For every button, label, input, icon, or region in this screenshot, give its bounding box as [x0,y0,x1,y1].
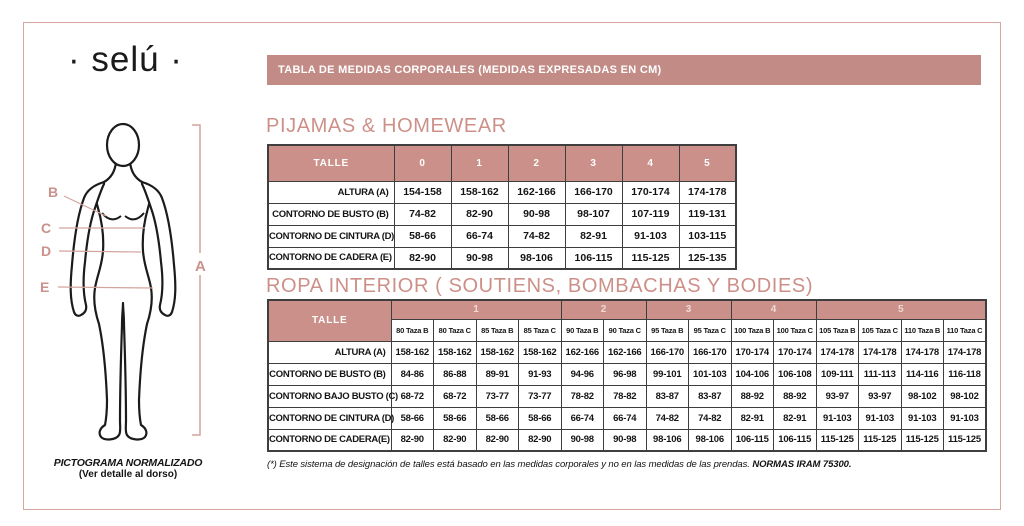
measurement-cell: 94-96 [561,363,604,385]
size-guide-banner: TABLA DE MEDIDAS CORPORALES (MEDIDAS EXPRESADAS EN CM) [267,55,981,85]
table-row [268,407,986,429]
subcolumn-header: 100 Taza C [774,319,817,341]
pijamas-section-title: PIJAMAS & HOMEWEAR [266,115,507,137]
measurement-cell: 119-131 [679,203,736,225]
measurement-cell: 170-174 [731,341,774,363]
size-group-header: 4 [731,300,816,319]
measurement-cell: 66-74 [451,225,508,247]
measurement-cell: 66-74 [561,407,604,429]
measurement-cell: 106-115 [731,429,774,451]
brand-logo: · selú · [68,40,183,79]
pictogram-label-a: A [195,258,206,275]
measurement-cell: 174-178 [859,341,902,363]
measurement-cell: 101-103 [689,363,732,385]
subcolumn-header: 90 Taza B [561,319,604,341]
measurement-cell: 98-102 [901,385,944,407]
measurement-cell: 82-90 [451,203,508,225]
measurement-cell: 66-74 [604,407,647,429]
measurement-cell: 58-66 [391,407,434,429]
measurement-cell: 73-77 [519,385,562,407]
measurement-cell: 58-66 [394,225,451,247]
measurement-cell: 158-162 [391,341,434,363]
subcolumn-header: 80 Taza C [434,319,477,341]
measurement-cell: 96-98 [604,363,647,385]
pijamas-header-row [268,145,736,181]
talle-corner-label: TALLE [268,300,391,341]
measurement-cell: 98-106 [646,429,689,451]
measurement-cell: 82-91 [565,225,622,247]
row-label: CONTORNO DE BUSTO (B) [268,363,391,385]
pictogram-caption-line2: (Ver detalle al dorso) [78,469,178,480]
subcolumn-header: 95 Taza B [646,319,689,341]
measurement-cell: 68-72 [391,385,434,407]
pijamas-size-table [267,144,737,270]
pictogram-caption [30,457,226,480]
measurement-cell: 90-98 [508,203,565,225]
row-label: CONTORNO DE CINTURA (D) [268,407,391,429]
measurement-cell: 74-82 [394,203,451,225]
pictogram-label-c: C [41,220,52,236]
pictogram-caption-line1: PICTOGRAMA NORMALIZADO [53,457,203,469]
measurement-cell: 74-82 [689,407,732,429]
subcolumn-header: 105 Taza B [816,319,859,341]
measurement-cell: 106-115 [565,247,622,269]
measurement-cell: 174-178 [816,341,859,363]
measurement-cell: 90-98 [604,429,647,451]
measurement-cell: 82-90 [391,429,434,451]
measurement-cell: 166-170 [565,181,622,203]
footnote [267,459,977,470]
measurement-cell: 91-103 [859,407,902,429]
size-col-header: 0 [394,145,451,181]
measurement-cell: 99-101 [646,363,689,385]
measurement-cell: 115-125 [622,247,679,269]
measurement-cell: 98-102 [944,385,987,407]
measurement-cell: 93-97 [816,385,859,407]
pictogram-label-d: D [41,243,52,259]
measurement-cell: 78-82 [604,385,647,407]
measurement-cell: 93-97 [859,385,902,407]
measurement-cell: 162-166 [561,341,604,363]
head-outline [107,124,139,166]
subcolumn-header: 95 Taza C [689,319,732,341]
measurement-cell: 74-82 [508,225,565,247]
size-group-header: 5 [816,300,986,319]
measurement-cell: 166-170 [646,341,689,363]
measurement-cell: 73-77 [476,385,519,407]
subcolumn-header: 100 Taza B [731,319,774,341]
measurement-cell: 78-82 [561,385,604,407]
row-label: ALTURA (A) [268,341,391,363]
body-outline [94,162,152,439]
row-label: CONTORNO DE CADERA(E) [268,429,391,451]
measurement-cell: 83-87 [689,385,732,407]
footnote-text: (*) Este sistema de designación de talles está basado en las medidas corporales y no en las medidas de las prendas. [267,459,753,470]
measurement-cell: 107-119 [622,203,679,225]
row-label: CONTORNO DE BUSTO (B) [268,203,394,225]
height-bracket [192,125,200,435]
size-group-header: 1 [391,300,561,319]
measurement-cell: 111-113 [859,363,902,385]
measurement-cell: 90-98 [451,247,508,269]
row-label: CONTORNO DE CADERA (E) [268,247,394,269]
measurement-cell: 58-66 [476,407,519,429]
subcolumn-header: 85 Taza C [519,319,562,341]
subcolumn-header: 105 Taza C [859,319,902,341]
subcolumn-header: 85 Taza B [476,319,519,341]
table-row [268,203,736,225]
row-label: CONTORNO BAJO BUSTO (C) [268,385,391,407]
measurement-cell: 83-87 [646,385,689,407]
measurement-cell: 89-91 [476,363,519,385]
measurement-cell: 74-82 [646,407,689,429]
measurement-cell: 98-106 [689,429,732,451]
measurement-cell: 114-116 [901,363,944,385]
measurement-cell: 91-103 [944,407,987,429]
measurement-cell: 82-91 [774,407,817,429]
measurement-cell: 170-174 [622,181,679,203]
measurement-cell: 103-115 [679,225,736,247]
size-col-header: 2 [508,145,565,181]
talle-corner-label: TALLE [268,145,394,181]
size-col-header: 4 [622,145,679,181]
measurement-cell: 88-92 [731,385,774,407]
measurement-cell: 58-66 [434,407,477,429]
measurement-cell: 158-162 [451,181,508,203]
size-col-header: 5 [679,145,736,181]
measurement-cell: 170-174 [774,341,817,363]
row-label: ALTURA (A) [268,181,394,203]
subcolumn-header: 90 Taza C [604,319,647,341]
measurement-cell: 82-91 [731,407,774,429]
pictogram-label-e: E [40,279,50,295]
measurement-cell: 115-125 [901,429,944,451]
measurement-cell: 109-111 [816,363,859,385]
measurement-cell: 98-107 [565,203,622,225]
measurement-cell: 91-103 [901,407,944,429]
measurement-cell: 166-170 [689,341,732,363]
subcolumn-header: 110 Taza B [901,319,944,341]
measurement-cell: 115-125 [816,429,859,451]
table-row [268,225,736,247]
measurement-cell: 158-162 [476,341,519,363]
measurement-cell: 158-162 [519,341,562,363]
size-group-header: 2 [561,300,646,319]
ropa-group-header-row [268,300,986,319]
measurement-cell: 106-108 [774,363,817,385]
subcolumn-header: 80 Taza B [391,319,434,341]
measurement-cell: 91-103 [622,225,679,247]
measurement-cell: 158-162 [434,341,477,363]
ropa-size-table [267,299,987,452]
measurement-cell: 91-93 [519,363,562,385]
table-row [268,181,736,203]
measurement-cell: 115-125 [944,429,987,451]
table-row [268,429,986,451]
table-row [268,385,986,407]
measurement-cell: 68-72 [434,385,477,407]
measurement-cell: 125-135 [679,247,736,269]
measurement-cell: 115-125 [859,429,902,451]
table-row [268,363,986,385]
measurement-cell: 82-90 [434,429,477,451]
measurement-cell: 174-178 [901,341,944,363]
size-col-header: 1 [451,145,508,181]
measurement-cell: 90-98 [561,429,604,451]
table-row [268,341,986,363]
size-group-header: 3 [646,300,731,319]
measurement-cell: 162-166 [508,181,565,203]
measurement-cell: 88-92 [774,385,817,407]
measurement-cell: 174-178 [944,341,987,363]
measurement-cell: 82-90 [394,247,451,269]
measurement-cell: 106-115 [774,429,817,451]
pictogram-label-b: B [48,184,59,200]
measurement-cell: 104-106 [731,363,774,385]
footnote-norms: NORMAS IRAM 75300. [752,459,852,470]
body-pictogram [18,100,253,452]
ropa-section-title: ROPA INTERIOR ( SOUTIENS, BOMBACHAS Y BODIES) [266,275,814,297]
measurement-cell: 84-86 [391,363,434,385]
measurement-cell: 154-158 [394,181,451,203]
measurement-cell: 58-66 [519,407,562,429]
table-row [268,247,736,269]
measurement-cell: 82-90 [519,429,562,451]
measurement-cell: 174-178 [679,181,736,203]
measurement-cell: 116-118 [944,363,987,385]
measurement-cell: 98-106 [508,247,565,269]
row-label: CONTORNO DE CINTURA (D) [268,225,394,247]
size-col-header: 3 [565,145,622,181]
subcolumn-header: 110 Taza C [944,319,987,341]
measurement-cell: 91-103 [816,407,859,429]
measurement-cell: 86-88 [434,363,477,385]
measurement-cell: 162-166 [604,341,647,363]
measurement-cell: 82-90 [476,429,519,451]
